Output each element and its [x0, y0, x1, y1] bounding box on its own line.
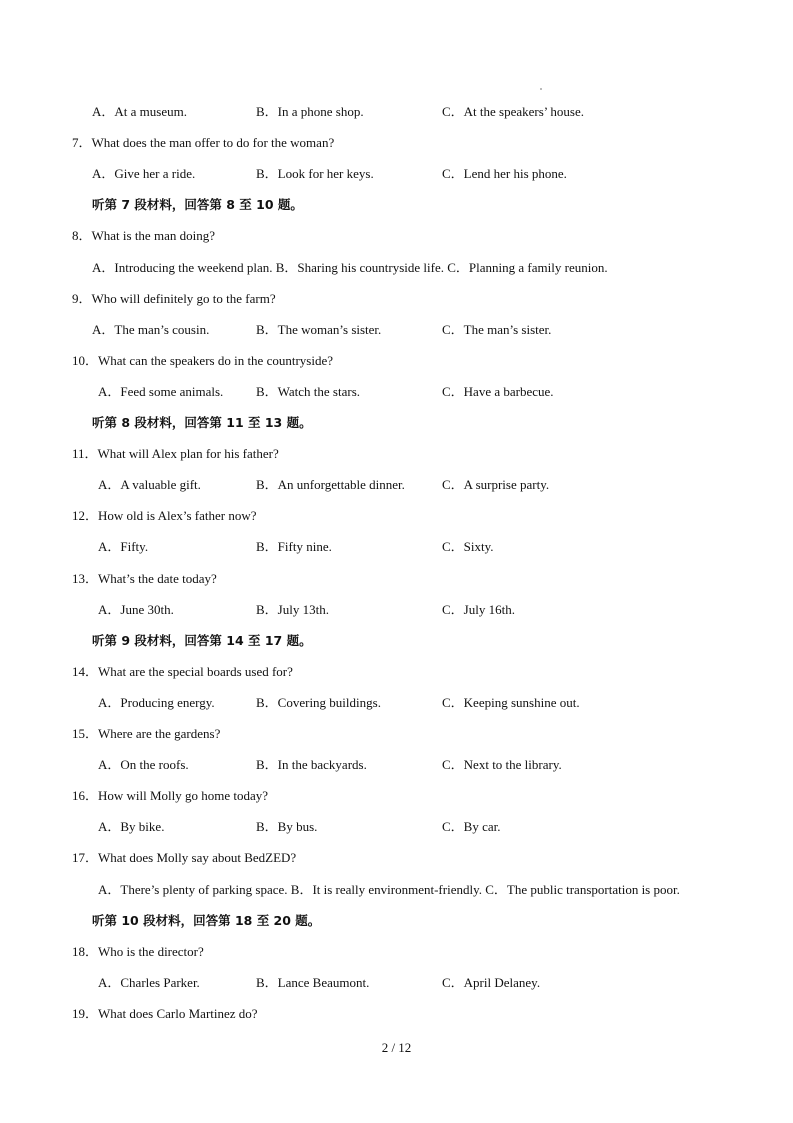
option-a: A．A valuable gift. [98, 477, 201, 492]
section-heading: 听第 7 段材料，回答第 8 至 10 题。 [92, 197, 303, 212]
option-c: C．April Delaney. [442, 975, 541, 990]
option-b: B．Lance Beaumont. [256, 975, 370, 990]
answer-options-inline: A．There’s plenty of parking space. B．It is really environment-friendly. C．The public transportation is poor. [98, 882, 680, 897]
option-a: A．Charles Parker. [98, 975, 200, 990]
answer-options [92, 539, 732, 555]
option-a: A．At a museum. [92, 104, 187, 119]
option-a: A．June 30th. [98, 602, 174, 617]
page-number: 2 / 12 [381, 1040, 412, 1055]
option-a: A．Producing energy. [98, 695, 215, 710]
option-b: B．July 13th. [256, 602, 329, 617]
section-heading: 听第 8 段材料，回答第 11 至 13 题。 [92, 415, 312, 430]
answer-options [92, 477, 732, 493]
option-c: C．Lend her his phone. [442, 166, 567, 181]
option-b: B．An unforgettable dinner. [256, 477, 405, 492]
answer-options [92, 819, 732, 835]
option-c: C．July 16th. [442, 602, 515, 617]
question-text: 14．What are the special boards used for? [72, 664, 293, 679]
option-a: A．Fifty. [98, 539, 149, 554]
option-c: C．By car. [442, 819, 501, 834]
option-c: C．A surprise party. [442, 477, 550, 492]
question-text: 10．What can the speakers do in the countryside? [72, 353, 333, 368]
option-b: B．Look for her keys. [256, 166, 374, 181]
option-b: B．By bus. [256, 819, 318, 834]
answer-options [92, 975, 732, 991]
option-c: C．The man’s sister. [442, 322, 552, 337]
question-text: 7．What does the man offer to do for the woman? [72, 135, 335, 150]
question-text: 8．What is the man doing? [72, 228, 215, 243]
section-heading: 听第 10 段材料，回答第 18 至 20 题。 [92, 913, 321, 928]
question-text: 19．What does Carlo Martinez do? [72, 1006, 258, 1021]
question-text: 12．How old is Alex’s father now? [72, 508, 257, 523]
option-c: C．Next to the library. [442, 757, 562, 772]
question-text: 16．How will Molly go home today? [72, 788, 269, 803]
answer-options [92, 104, 732, 120]
option-b: B．In the backyards. [256, 757, 367, 772]
question-text: 15．Where are the gardens? [72, 726, 221, 741]
question-text: 9．Who will definitely go to the farm? [72, 291, 276, 306]
option-a: A．Feed some animals. [98, 384, 224, 399]
option-c: C．Sixty. [442, 539, 494, 554]
answer-options [92, 757, 732, 773]
section-heading: 听第 9 段材料，回答第 14 至 17 题。 [92, 633, 312, 648]
question-text: 11．What will Alex plan for his father? [72, 446, 279, 461]
question-text: 13．What’s the date today? [72, 571, 217, 586]
question-text: 18．Who is the director? [72, 944, 204, 959]
option-a: A．Give her a ride. [92, 166, 196, 181]
option-c: C．At the speakers’ house. [442, 104, 585, 119]
answer-options-inline: A．Introducing the weekend plan. B．Sharing his countryside life. C．Planning a family reunion. [92, 260, 608, 275]
answer-options [92, 322, 732, 338]
option-b: B．The woman’s sister. [256, 322, 382, 337]
option-b: B．Watch the stars. [256, 384, 361, 399]
option-b: B．Fifty nine. [256, 539, 332, 554]
answer-options [92, 166, 732, 182]
answer-options [92, 695, 732, 711]
question-text: 17．What does Molly say about BedZED? [72, 850, 297, 865]
option-a: A．On the roofs. [98, 757, 189, 772]
answer-options [92, 602, 732, 618]
option-a: A．By bike. [98, 819, 165, 834]
scan-speck [540, 88, 542, 90]
option-a: A．The man’s cousin. [92, 322, 210, 337]
answer-options [92, 384, 732, 400]
option-c: C．Have a barbecue. [442, 384, 554, 399]
option-c: C．Keeping sunshine out. [442, 695, 580, 710]
option-b: B．Covering buildings. [256, 695, 381, 710]
option-b: B．In a phone shop. [256, 104, 364, 119]
